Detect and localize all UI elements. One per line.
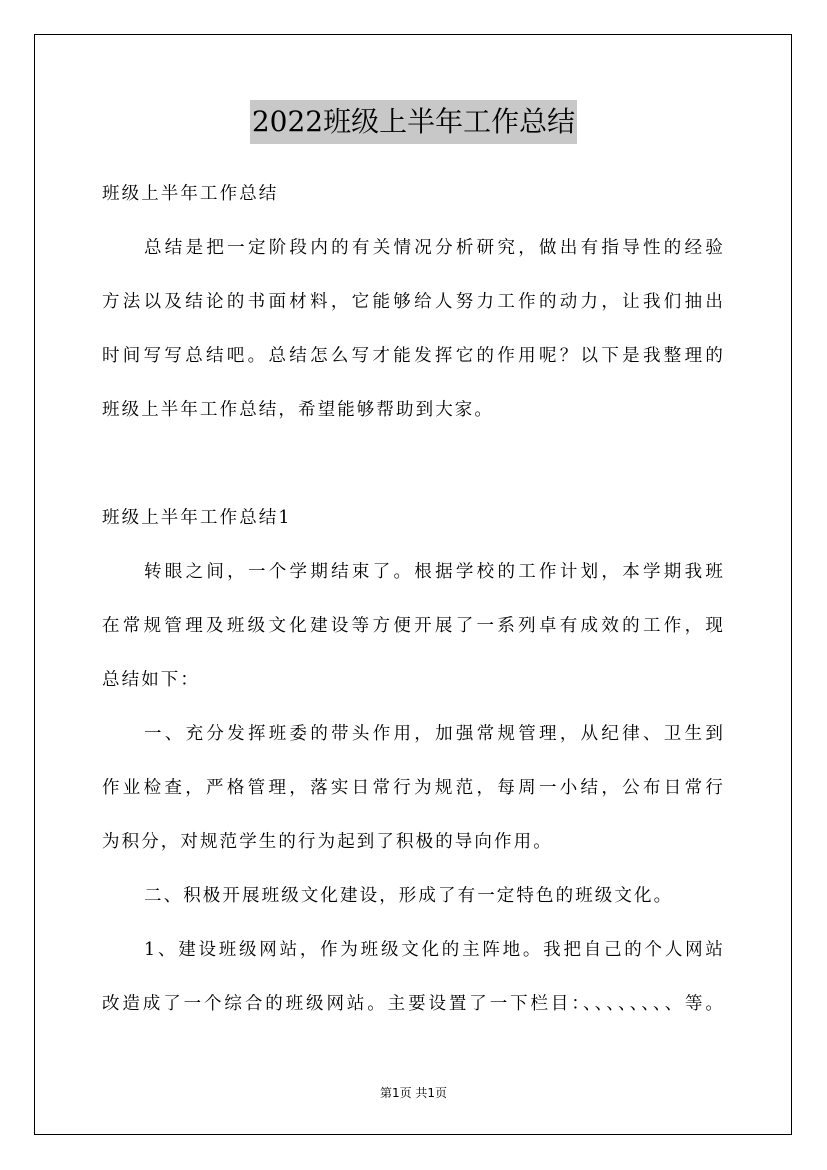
subtitle: 班级上半年工作总结 (102, 184, 279, 204)
section1-para4-line-2: 改造成了一个综合的班级网站。主要设置了一下栏目：、、、、、、、、等。 (102, 994, 725, 1014)
intro-line-4: 班级上半年工作总结，希望能够帮助到大家。 (102, 400, 494, 420)
intro-line-2: 方法以及结论的书面材料，它能够给人努力工作的动力，让我们抽出 (102, 292, 725, 312)
section1-para2-line-2: 作业检查，严格管理，落实日常行为规范，每周一小结，公布日常行 (102, 778, 725, 798)
page-number-label: 第1页 共1页 (379, 1086, 448, 1100)
section1-para1-line-1: 转眼之间，一个学期结束了。根据学校的工作计划，本学期我班 (144, 562, 725, 582)
section1-para4-line-1: 1、建设班级网站，作为班级文化的主阵地。我把自己的个人网站 (144, 940, 725, 960)
section1-heading: 班级上半年工作总结1 (102, 508, 292, 528)
intro-line-1: 总结是把一定阶段内的有关情况分析研究，做出有指导性的经验 (144, 238, 725, 258)
section1-para2-line-3: 为积分，对规范学生的行为起到了积极的导向作用。 (102, 832, 553, 852)
section1-para1-line-2: 在常规管理及班级文化建设等方便开展了一系列卓有成效的工作，现 (102, 616, 725, 636)
section1-para3: 二、积极开展班级文化建设，形成了有一定特色的班级文化。 (144, 886, 674, 906)
document-title: 2022班级上半年工作总结 (250, 100, 577, 144)
page-footer (0, 1085, 827, 1101)
intro-line-3: 时间写写总结吧。总结怎么写才能发挥它的作用呢？以下是我整理的 (102, 346, 725, 366)
title-container (0, 100, 827, 144)
section1-para1-line-3: 总结如下： (102, 670, 200, 690)
section1-para2-line-1: 一、充分发挥班委的带头作用，加强常规管理，从纪律、卫生到 (144, 724, 725, 744)
